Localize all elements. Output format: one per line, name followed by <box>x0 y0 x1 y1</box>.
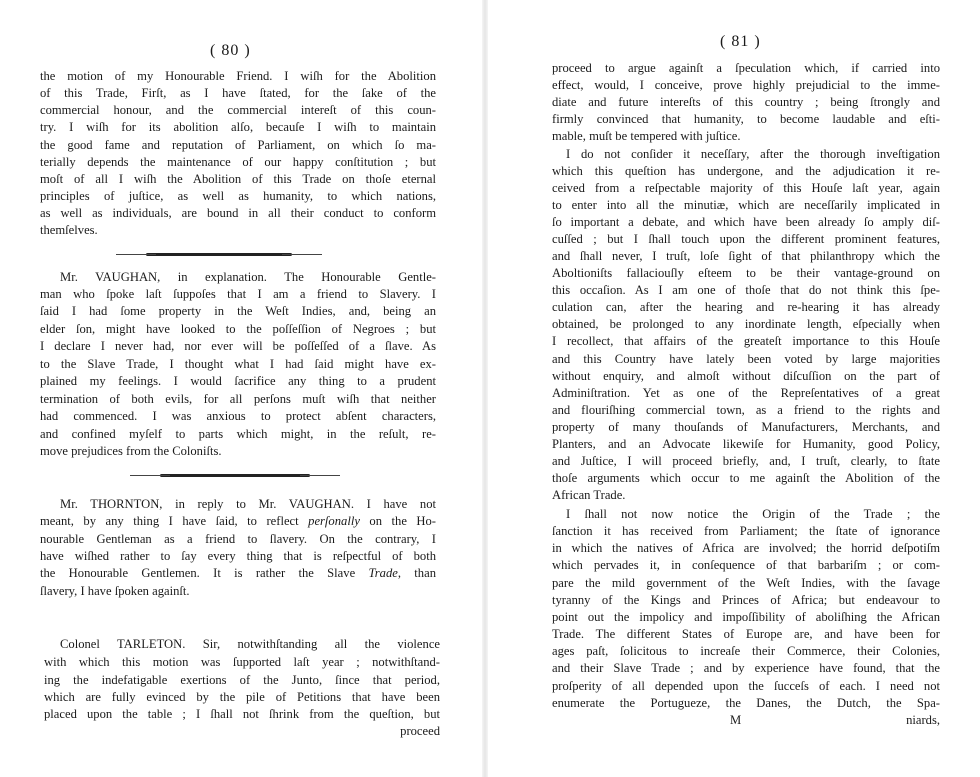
left-p1-line: the good fame and reputation of Parliament, on which ſo ma- <box>40 138 436 152</box>
right-p2-line: cuſſed ; but I ſhall touch upon the different prominent features, <box>552 232 940 246</box>
right-p2-line: Planters, and an Advocate likewiſe for Humanity, good Policy, <box>552 437 940 451</box>
section-divider <box>160 474 310 477</box>
left-p2-line: to the Slave Trade, I thought what I had ſaid might have ex- <box>40 357 436 371</box>
right-p2-line: and flouriſhing commercial town, as a friend to the rights and <box>552 403 940 417</box>
italic-word: perſonally <box>308 514 360 528</box>
left-p1-line: the motion of my Honourable Friend. I wiſh for the Abolition <box>40 69 436 83</box>
left-p3-line: ſlavery, I have ſpoken againſt. <box>40 584 190 598</box>
text-run: meant, by any thing I have ſaid, to reflect <box>40 514 309 528</box>
right-p2-line: and this Country have lately been voted by large majorities <box>552 352 940 366</box>
left-p3-line <box>40 565 436 582</box>
right-p3-line: ſanction it has received from Parliament; the ſtate of ignorance <box>552 524 940 538</box>
right-p1-line: proceed to argue againſt a ſpeculation which, if carried into <box>552 61 940 75</box>
left-catchword: proceed <box>400 724 440 738</box>
right-page-number: ( 81 ) <box>720 33 761 50</box>
left-p2-line: elder ſon, might have looked to the poſſeſſion of Negroes ; but <box>40 322 436 336</box>
left-p1-line: as well as individuals, are bound in all their conduct to conform <box>40 206 436 220</box>
left-p1-line: try. I wiſh for its abolition alſo, becauſe I wiſh to maintain <box>40 120 436 134</box>
left-p1-line: commercial honour, and the commercial intereſt of this coun- <box>40 103 436 117</box>
text-run: on the Ho- <box>359 514 437 528</box>
left-p2-line: I declare I never had, nor ever will be poſſeſſed of a ſlave. As <box>40 339 436 353</box>
right-p2-line: African Trade. <box>552 488 626 502</box>
right-p2-line: which this queſtion has undergone, and the adjudication it re- <box>552 164 940 178</box>
right-p3-line: proſperity of all depended upon the ſucceſs of each. I need not <box>552 679 940 693</box>
left-p2-line: ſaid I had ſome property in the Weſt Indies, and, being an <box>40 304 436 318</box>
right-p2-line: ſo important a debate, and which have been already ſo amply diſ- <box>552 215 940 229</box>
right-p3-line: Trade. The different States of Europe are, and have been for <box>552 627 940 641</box>
right-p2-line: property of many thouſands of Manufacturers, Merchants, and <box>552 420 940 434</box>
book-gutter <box>482 0 488 777</box>
right-p3-line: pare the mild government of the Weſt Indies, with the ſavage <box>552 576 940 590</box>
right-p3-line: ages paſt, ſolicitous to increaſe their Commerce, their Colonies, <box>552 644 940 658</box>
left-p4-line: which are fully evinced by the pile of Petitions that have been <box>44 690 440 704</box>
left-p2-line: plained my feelings. I would ſacrifice any thing to a prudent <box>40 374 436 388</box>
right-p2-line: culation can, after the hearing and re-hearing it has already <box>552 300 940 314</box>
right-p1-line: mable, muſt be tempered with juſtice. <box>552 129 741 143</box>
right-p1-line: diate and future intereſts of this country ; being ſtrongly and <box>552 95 940 109</box>
left-p3-line: Mr. THORNTON, in reply to Mr. VAUGHAN. I have not <box>60 497 436 511</box>
left-p1-line: themſelves. <box>40 223 98 237</box>
right-p2-line: ceived from a reſpectable majority of this Houſe laſt year, again <box>552 181 940 195</box>
right-p2-line: without enquiry, and almoſt without diſcuſſion on the part of <box>552 369 940 383</box>
right-p2-line: to enter into all the minutiæ, which are neceſſarily implicated in <box>552 198 940 212</box>
left-p4-line: ing the indefatigable exertions of the Junto, ſince that period, <box>44 673 440 687</box>
left-page-number: ( 80 ) <box>210 42 251 59</box>
section-divider <box>146 253 292 256</box>
right-p2-line: Adminiſtration. Yet as one of the Repreſentatives of a great <box>552 386 940 400</box>
right-p2-line: I recollect, that affairs of the greateſt importance to this Houſe <box>552 334 940 348</box>
text-run: , than <box>397 566 436 580</box>
right-p3-line: in which the natives of Africa are involved; the horrid deſpotiſm <box>552 541 940 555</box>
left-p1-line: of this Trade, Firſt, as I have ſtated, for the ſake of the <box>40 86 436 100</box>
right-p3-line: tyranny of the Kings and Princes of Africa; but endeavour to <box>552 593 940 607</box>
right-p3-line: I ſhall not now notice the Origin of the Trade ; the <box>566 507 940 521</box>
italic-word: Trade <box>368 566 398 580</box>
left-p2-line: Mr. VAUGHAN, in explanation. The Honourable Gentle- <box>60 270 436 284</box>
left-p4-line: Colonel TARLETON. Sir, notwithſtanding all the violence <box>60 637 440 651</box>
right-p3-line: which pervades it, in conſequence of that barbariſm ; or com- <box>552 558 940 572</box>
right-p2-line: Aboltioniſts fallaciouſly eſteem to be their vantage-ground on <box>552 266 940 280</box>
left-p2-line: termination of both evils, for all perſons muſt wiſh that neither <box>40 392 436 406</box>
right-p2-line: this occaſion. As I am one of thoſe that do not think this ſpe- <box>552 283 940 297</box>
signature-mark: M <box>730 713 742 727</box>
left-p3-line: nourable Gentleman as a friend to ſlavery. On the contrary, I <box>40 532 436 546</box>
right-p3-line: enumerate the Portugueze, the Danes, the Dutch, the Spa- <box>552 696 940 710</box>
right-p2-line: and ſhall never, I truſt, loſe ſight of that philanthropy which the <box>552 249 940 263</box>
right-p3-line: point out the impolicy and impoſſibility of aboliſhing the African <box>552 610 940 624</box>
right-p2-line: obtained, be prolonged to any inordinate length, eſpecially when <box>552 317 940 331</box>
left-p1-line: terially depends the maintenance of our happy conſtitution ; but <box>40 155 436 169</box>
left-p1-line: moſt of all I wiſh the Abolition of this Trade on thoſe eternal <box>40 172 436 186</box>
left-p3-line: have wiſhed rather to ſay every thing that is reſpectful of both <box>40 549 436 563</box>
right-p2-line: and Juſtice, I will proceed briefly, and, I truſt, clearly, to ſtate <box>552 454 940 468</box>
left-p3-line <box>40 513 436 530</box>
right-p2-line: thoſe arguments which occur to me againſt the Abolition of the <box>552 471 940 485</box>
text-run: the Honourable Gentlemen. It is rather the Slave <box>40 566 369 580</box>
left-p1-line: principles of juſtice, as well as humanity, to which nations, <box>40 189 436 203</box>
right-p1-line: firmly convinced that humanity, to become laudable and eſti- <box>552 112 940 126</box>
right-p2-line: I do not conſider it neceſſary, after the thorough inveſtigation <box>566 147 940 161</box>
right-page <box>490 0 980 777</box>
left-p2-line: and confined myſelf to parts which might, in the reſult, re- <box>40 427 436 441</box>
left-page <box>0 0 480 777</box>
left-p4-line: placed upon the table ; I ſhall not ſhrink from the queſtion, but <box>44 707 440 721</box>
left-p2-line: had commenced. I was anxious to protect abſent characters, <box>40 409 436 423</box>
left-p4-line: with which this motion was ſupported laſt year ; notwithſtand- <box>44 655 440 669</box>
left-p2-line: man who ſpoke laſt ſuppoſes that I am a friend to Slavery. I <box>40 287 436 301</box>
right-p1-line: effect, would, I conceive, prove highly prejudicial to the imme- <box>552 78 940 92</box>
left-p2-line: move prejudices from the Coloniſts. <box>40 444 222 458</box>
right-catchword: niards, <box>906 713 940 727</box>
right-p3-line: and their Slave Trade ; and by experience have found, that the <box>552 661 940 675</box>
